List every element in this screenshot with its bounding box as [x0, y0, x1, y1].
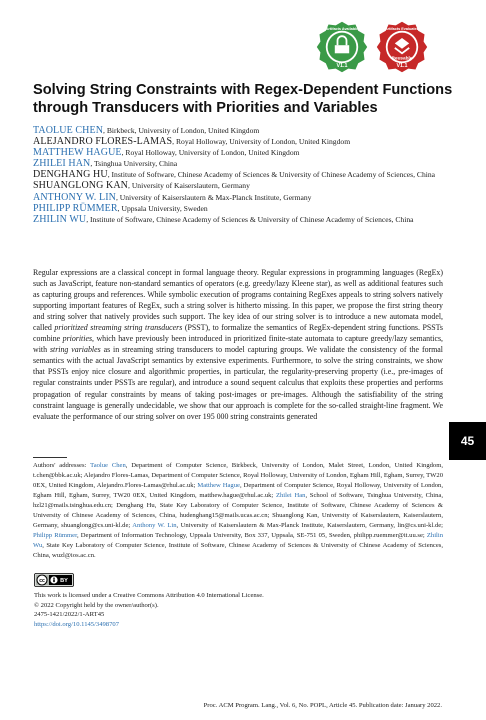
badge-title: Artifacts Available [325, 26, 359, 31]
author-name[interactable]: ANTHONY W. LIN [33, 191, 116, 203]
author-affiliation: , Tsinghua University, China [90, 159, 178, 169]
footnote-text: , University of Kaiserslautern & Max-Planck Institute, Kaiserslautern, Germany, lin@cs.uni-kl.de; [176, 522, 444, 530]
artifacts-available-badge [315, 20, 369, 74]
footnote-text: , Department of Computer Science, Royal Holloway, University of London, Egham Hill, Egham, Surrey, TW20 0EX, United Kingdom, matthew.hague@rhul.ac.uk; [33, 482, 443, 500]
author-entry [33, 214, 443, 225]
author-name[interactable]: MATTHEW HAGUE [33, 147, 122, 159]
footnote-text: , State Key Laboratory of Computer Science, Institute of Software, Chinese Academy of Sciences & University of Chinese Academy of Sciences, China, wuzl@ios.ac.cn. [33, 542, 443, 560]
license-block [34, 591, 414, 629]
abstract-text: as in streaming string transducers to model capturing groups. We validate the consistency of the formal semantics with the actual JavaScript semantics by extensive experiments. Furthermore, to solve the string constraints, we show that PSSTs enjoy nice closure and algorithmic properties, in particular, the regularity-preserving property (i.e., pre-images of regular constraints under PSSTs are regular), and introduce a sound sequent calculus that exploits these properties and performs propagation of regular constraints by means of taking post-images or pre-images. Although the satisfiability of the string constraint language is generally undecidable, we show that our approach is complete for the so-called straight-line fragment. We evaluate the performance of our string solver on over 195 000 string constraints generated [33, 345, 443, 421]
author-affiliation: , Institute of Software, Chinese Academy of Sciences & University of Chinese Academy of Sciences, China [107, 170, 436, 180]
author-name[interactable]: ZHILEI HAN [33, 158, 91, 170]
issn-article: 2475-1421/2022/1-ART45 [34, 611, 105, 619]
footnote-author-link[interactable]: Zhilin Wu [33, 532, 443, 550]
author-entry [33, 125, 443, 136]
footnote-author-link[interactable]: Taolue Chen [90, 462, 126, 469]
footnote-rule [33, 457, 67, 458]
badge-title: Artifacts Evaluated [384, 26, 420, 31]
author-affiliation: , Uppsala University, Sweden [117, 203, 208, 213]
abstract [33, 267, 443, 422]
badge-version: V1.1 [336, 62, 348, 69]
abstract-text: (PSST), to formalize the semantics of RegEx-dependent string functions. PSSTs combine [33, 323, 444, 344]
author-entry [33, 158, 443, 169]
copyright: © 2022 Copyright held by the owner/author(s). [34, 601, 159, 609]
author-name[interactable]: ZHILIN WU [33, 213, 87, 225]
author-entry [33, 192, 443, 203]
author-list [33, 125, 443, 225]
author-name[interactable]: TAOLUE CHEN [33, 125, 104, 136]
doi-link[interactable]: https://doi.org/10.1145/3498707 [34, 620, 119, 628]
author-entry [33, 147, 443, 158]
footnote-text: , Department of Computer Science, Birkbeck, University of London, Malet Street, London, United Kingdom, t.chen@bbk.ac.uk; Alejandro Flores-Lamas, Department of Computer Science, Royal Holloway, University of London, Egham Hill, Egham, Surrey, TW20 0EX, United Kingdom, Alejandro.Flores-Lamas@rhul.ac.uk; [33, 462, 443, 490]
author-affiliation: , University of Kaiserslautern, Germany [128, 181, 250, 191]
author-name: DENGHANG HU [33, 169, 108, 181]
creative-commons-icon [34, 573, 74, 587]
author-name: ALEJANDRO FLORES-LAMAS [33, 136, 173, 148]
author-affiliation: , Royal Holloway, University of London, United Kingdom [121, 148, 300, 158]
footnote-text: , Department of Information Technology, Uppsala University, Box 337, Uppsala, SE-751 05, Sweden, philipp.ruemmer@it.uu.se; [77, 532, 427, 540]
license-statement: This work is licensed under a Creative Commons Attribution 4.0 International License. [34, 592, 264, 599]
abstract-term: priorities [62, 334, 93, 344]
abstract-text: , which have previously been introduced in prioritized finite-state automata to capture greedy/lazy semantics, with [33, 334, 443, 355]
author-name[interactable]: PHILIPP RÜMMER [33, 202, 118, 214]
author-name: SHUANGLONG KAN [33, 180, 129, 192]
badge-version: V1.1 [396, 62, 408, 69]
author-affiliation: , Birkbeck, University of London, United Kingdom [103, 126, 260, 135]
footnote-text: Authors' addresses: [33, 462, 91, 469]
author-affiliation: , University of Kaiserslautern & Max-Planck Institute, Germany [115, 192, 312, 202]
artifact-badges [315, 20, 445, 78]
author-entry [33, 203, 443, 214]
abstract-term: prioritized streaming string transducers [54, 323, 183, 333]
svg-text:BY: BY [60, 578, 68, 585]
abstract-text: Regular expressions are a classical concept in formal language theory. Regular expressions in programming languages (RegEx) such as JavaScript, feature non-standard semantics of operators (e.g. greedy/lazy Kleene star), as well as additional features such as capturing groups and references. While symbolic execution of programs containing RegExes appeals to string solvers natively supporting important features of RegEx, such a string solver is hitherto missing. In this paper, we propose the first string theory and string solver that natively provides such support. The key idea of our string solver is to introduce a new automata model, called [33, 268, 443, 333]
authors-addresses [33, 461, 443, 561]
artifacts-evaluated-badge [375, 20, 429, 74]
footnote-author-link[interactable]: Zhilei Han [275, 492, 306, 500]
badge-subtitle: Reusable [391, 55, 413, 61]
article-number-tab: 45 [449, 422, 486, 460]
author-entry [33, 180, 443, 191]
author-affiliation: , Institute of Software, Chinese Academy of Sciences & University of Chinese Academy of Sciences, China [86, 214, 414, 224]
paper-title: Solving String Constraints with Regex-Dependent Functions through Transducers with Priorities and Variables [33, 82, 453, 116]
footnote-text: , School of Software, Tsinghua University, China, hzl21@mails.tsinghua.edu.cn; Denghang Hu, State Key Laboratory of Computer Science, Institute of Software, Chinese Academy of Sciences & University of Chinese Academy of Sciences, China, hudenghang15@mails.ucas.ac.cn; Shuanglong Kan, University of Kaiserslautern, Kaiserslautern, Germany, shuanglong@cs.uni-kl.de; [33, 492, 444, 530]
abstract-term: string variables [49, 345, 101, 355]
page-footer: Proc. ACM Program. Lang., Vol. 6, No. POPL, Article 45. Publication date: January 2022. [203, 702, 442, 709]
footnote-author-link[interactable]: Matthew Hague [197, 482, 240, 490]
footnote-author-link[interactable]: Anthony W. Lin [132, 522, 177, 530]
author-entry [33, 136, 443, 147]
svg-text:cc: cc [39, 577, 45, 584]
author-entry [33, 169, 443, 180]
footnote-author-link[interactable]: Philipp Rümmer [33, 532, 77, 540]
author-affiliation: , Royal Holloway, University of London, United Kingdom [172, 137, 351, 147]
